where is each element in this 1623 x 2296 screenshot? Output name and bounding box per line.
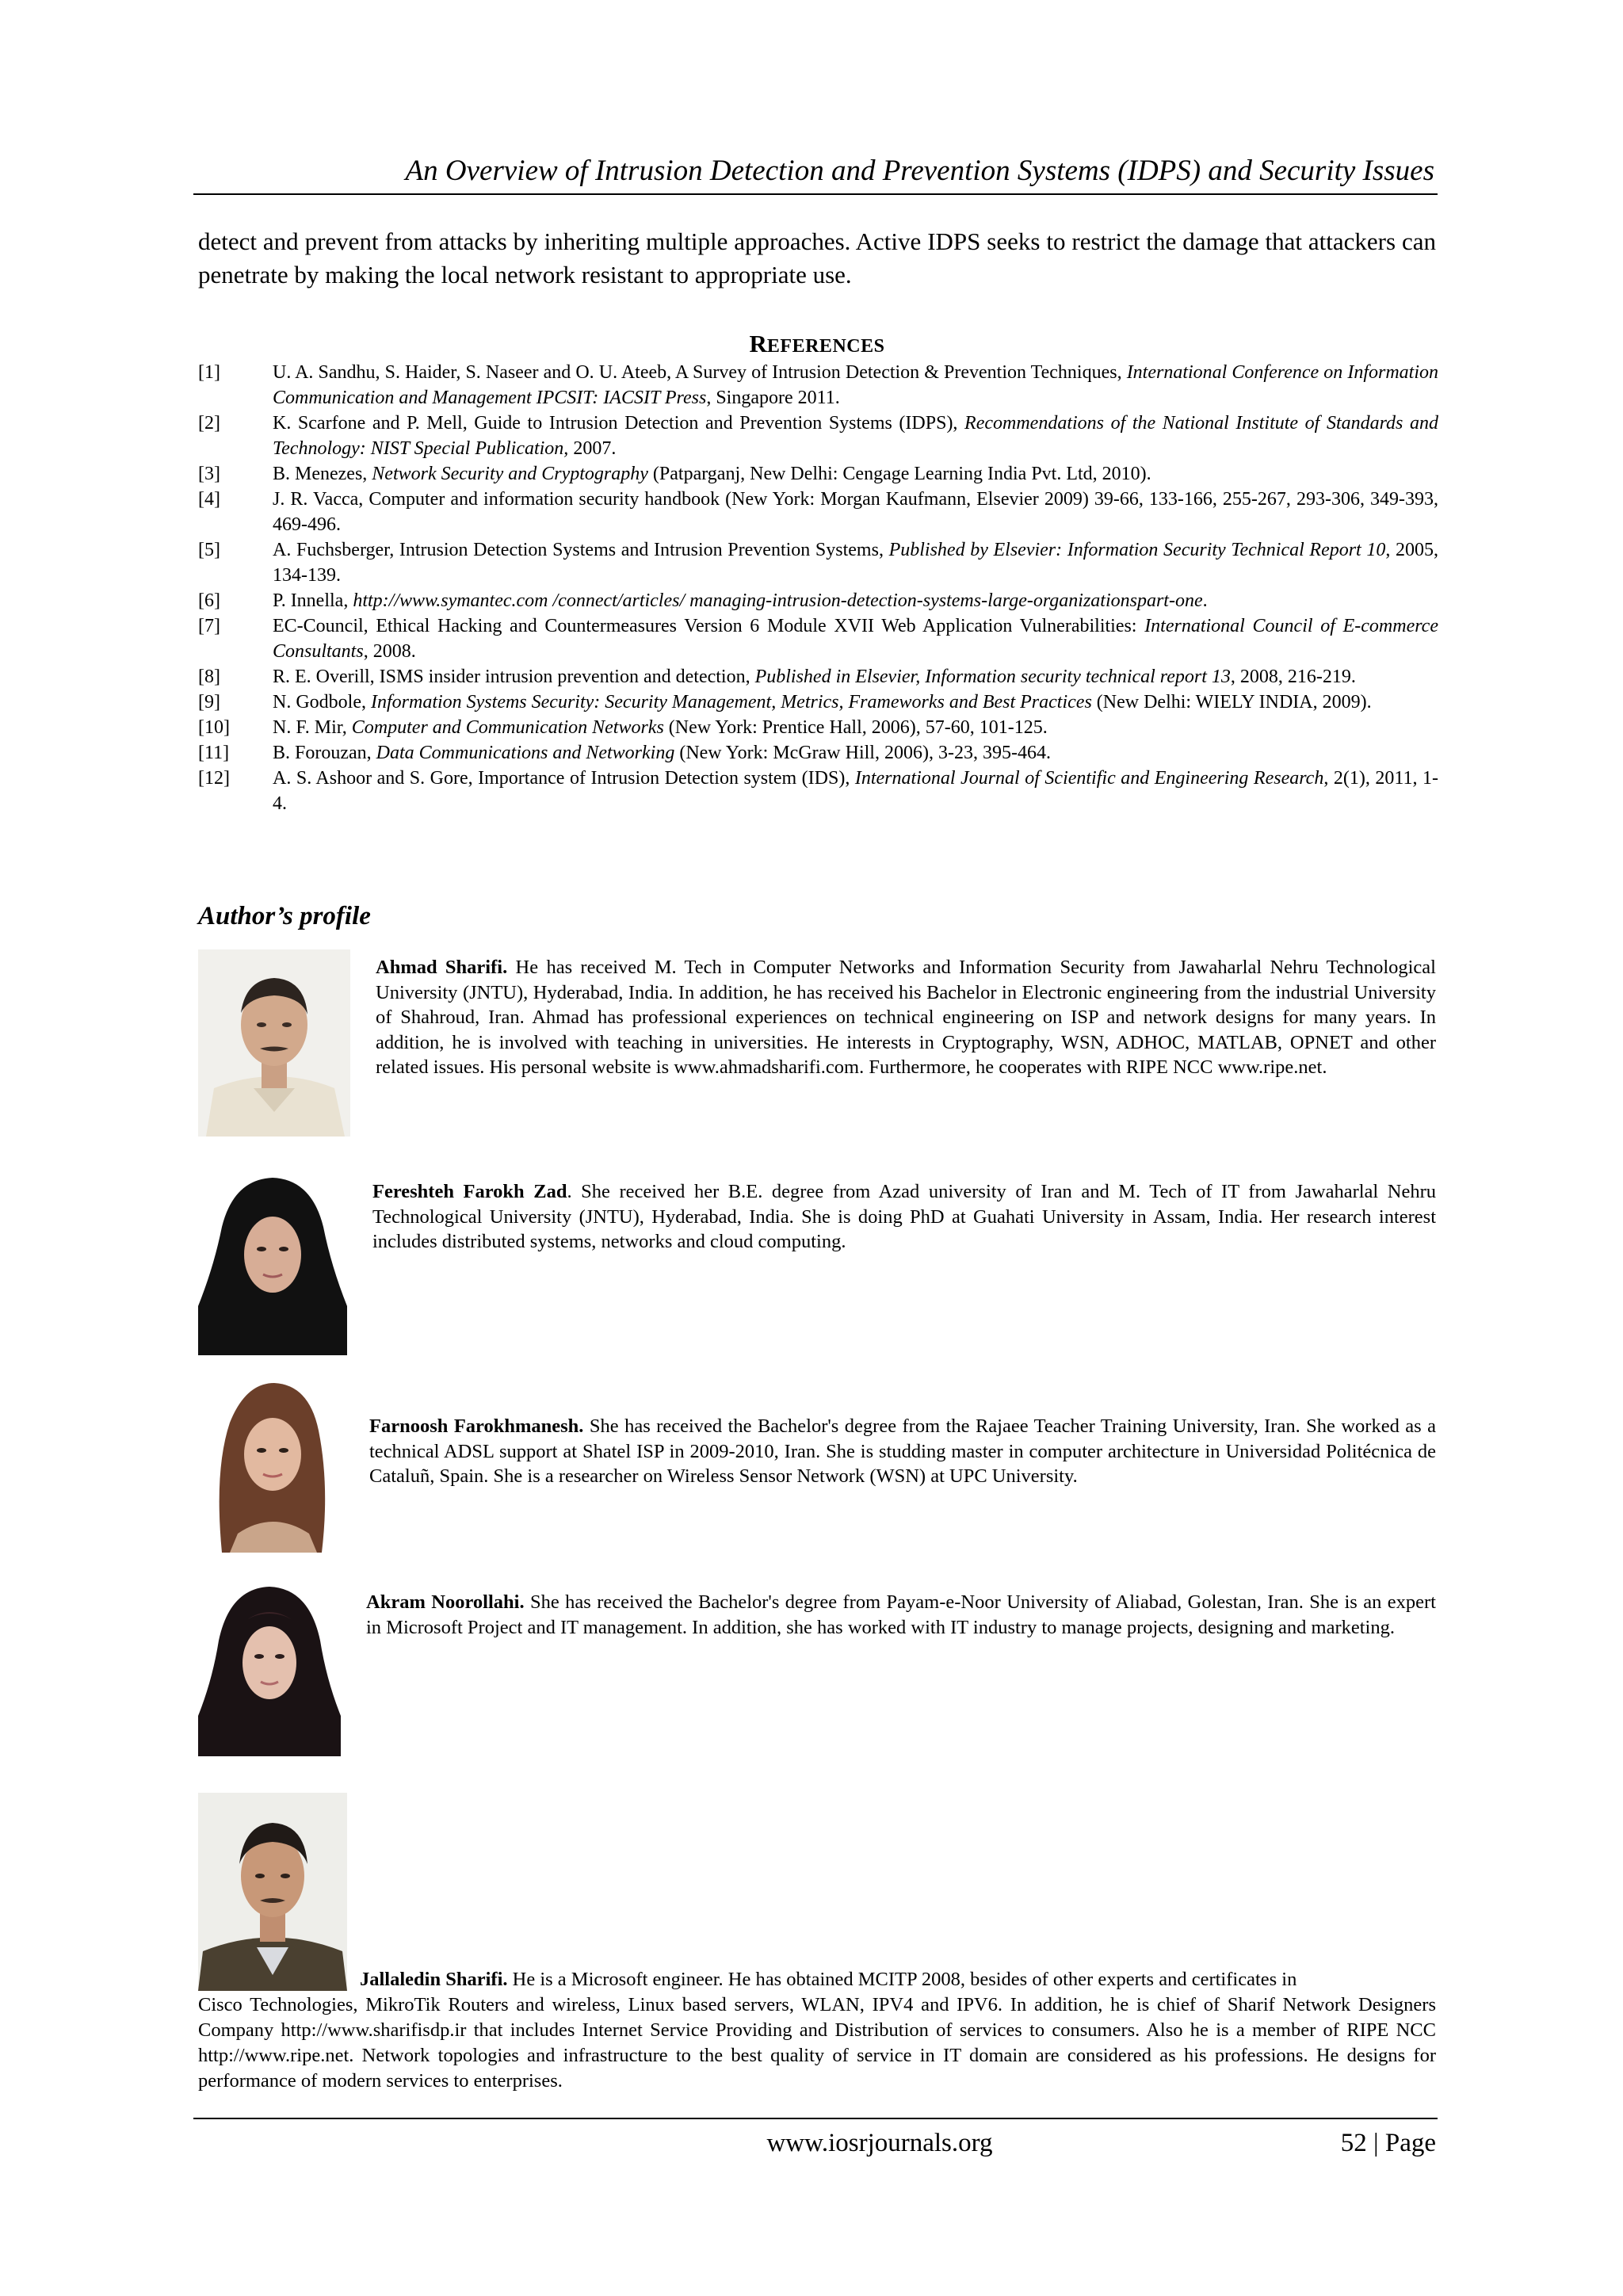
reference-italic: Network Security and Cryptography — [372, 464, 648, 484]
author-photo-akram — [198, 1577, 341, 1756]
author-name: Jallaledin Sharifi. — [360, 1969, 508, 1990]
header-rule — [193, 193, 1438, 195]
reference-number: [7] — [198, 616, 220, 636]
reference-tail: , Singapore 2011. — [706, 388, 840, 408]
reference-text — [273, 664, 1438, 690]
author-bio-text: She has received the Bachelor's degree from Payam-e-Noor University of Aliabad, Golestan, Iran. She is an expert in Microsoft Project and IT management. In addition, she has worked with IT industry to manage projects, designing and marketing. — [366, 1591, 1436, 1638]
reference-text — [273, 461, 1438, 487]
references-heading-rest: EFERENCES — [766, 336, 885, 357]
running-title: An Overview of Intrusion Detection and Prevention Systems (IDPS) and Security Issues — [405, 155, 1434, 187]
reference-item — [198, 715, 1438, 740]
reference-number: [5] — [198, 540, 220, 560]
author-photo-jallaledin — [198, 1793, 347, 1991]
footer-site-link[interactable]: www.iosrjournals.org — [766, 2129, 993, 2157]
reference-text — [273, 487, 1438, 537]
author-bio-fereshteh — [372, 1179, 1436, 1255]
reference-item — [198, 740, 1438, 766]
reference-italic: International Journal of Scientific and Engineering Research — [854, 768, 1324, 789]
reference-number: [1] — [198, 362, 220, 383]
reference-tail: , 2(1), 2011, 1-4. — [273, 768, 1439, 814]
reference-plain: A. Fuchsberger, Intrusion Detection Systems and Intrusion Prevention Systems, — [273, 540, 889, 560]
author-photo-fereshteh — [198, 1171, 347, 1355]
reference-tail: (New Delhi: WIELY INDIA, 2009). — [1091, 692, 1372, 712]
author-name: Ahmad Sharifi. — [376, 957, 508, 978]
references-heading — [198, 328, 1436, 362]
reference-plain: B. Menezes, — [273, 464, 372, 484]
reference-item — [198, 690, 1438, 715]
reference-list — [198, 360, 1438, 816]
author-bio-akram — [366, 1590, 1436, 1640]
reference-tail: 2007. — [568, 438, 617, 459]
reference-plain: K. Scarfone and P. Mell, Guide to Intrusion Detection and Prevention Systems (IDPS), — [273, 413, 965, 434]
reference-text — [273, 766, 1438, 816]
reference-tail: , 2005, 134-139. — [273, 540, 1439, 586]
reference-number: [6] — [198, 590, 220, 611]
reference-italic: International Council of E-commerce Consultants — [273, 616, 1438, 662]
author-bio-text: He is a Microsoft engineer. He has obtained MCITP 2008, besides of other experts and certificates in — [507, 1969, 1297, 1990]
portrait-image — [198, 1793, 347, 1991]
author-bio-text: She has received the Bachelor's degree from the Rajaee Teacher Training University, Iran. She worked as a technical ADSL support at Shatel ISP in 2009-2010, Iran. She is studding master in computer architecture in Universidad Politécnica de Cataluñ, Spain. She is a researcher on Wireless Sensor Network (WSN) at UPC University. — [369, 1415, 1437, 1487]
author-bio-jallaledin — [198, 1967, 1436, 2094]
reference-item — [198, 766, 1438, 816]
reference-plain: B. Forouzan, — [273, 743, 376, 763]
reference-plain: EC-Council, Ethical Hacking and Countermeasures Version 6 Module XVII Web Application Vulnerabilities: — [273, 616, 1145, 636]
reference-number: [12] — [198, 768, 230, 789]
reference-italic: International Conference on Information Communication and Management IPCSIT: IACSIT Press — [273, 362, 1438, 408]
author-bio-text: Cisco Technologies, MikroTik Routers and wireless, Linux based servers, WLAN, IPV4 and IPV6. In addition, he is chief of Sharif Network Designers Company http://www.sharifisdp.ir that includes Internet Service Providing and Distribution of services to consumers. Also he is a member of RIPE NCC http://www.ripe.net. Network topologies and infrastructure to the best quality of service in IT domain are considered as his professions. He designs for performance of modern services to enterprises. — [198, 1994, 1436, 2092]
reference-number: [8] — [198, 667, 220, 687]
reference-number: [2] — [198, 413, 220, 434]
reference-number: [10] — [198, 717, 230, 738]
reference-plain: R. E. Overill, ISMS insider intrusion prevention and detection, — [273, 667, 755, 687]
reference-number: [9] — [198, 692, 220, 712]
portrait-image — [198, 949, 350, 1137]
reference-tail: . — [1202, 590, 1208, 611]
author-bio-text: . She received her B.E. degree from Azad university of Iran and M. Tech of IT from Jawaharlal Nehru Technological University (JNTU), Hyderabad, India. She is doing PhD at Guahati University in Assam, India. Her research interest includes distributed systems, networks and cloud computing. — [372, 1181, 1436, 1252]
reference-tail: (New York: McGraw Hill, 2006), 3-23, 395-464. — [674, 743, 1051, 763]
reference-italic: Published in Elsevier, Information security technical report 13 — [754, 667, 1231, 687]
reference-text — [273, 360, 1438, 411]
reference-plain: U. A. Sandhu, S. Haider, S. Naseer and O. U. Ateeb, A Survey of Intrusion Detection & Prevention Techniques, — [273, 362, 1127, 383]
reference-tail: (New York: Prentice Hall, 2006), 57-60, 101-125. — [663, 717, 1048, 738]
reference-tail: (Patparganj, New Delhi: Cengage Learning India Pvt. Ltd, 2010). — [647, 464, 1151, 484]
reference-text — [273, 411, 1438, 461]
reference-plain: P. Innella, — [273, 590, 353, 611]
reference-text — [273, 715, 1438, 740]
author-bio-ahmad — [376, 955, 1436, 1080]
author-profile-heading: Author’s profile — [198, 902, 371, 930]
reference-number: [4] — [198, 489, 220, 510]
reference-item — [198, 613, 1438, 664]
reference-plain: N. Godbole, — [273, 692, 371, 712]
reference-italic: Published by Elsevier: Information Security Technical Report 10 — [888, 540, 1386, 560]
reference-item — [198, 487, 1438, 537]
reference-italic: Computer and Communication Networks — [351, 717, 664, 738]
author-name: Akram Noorollahi. — [366, 1591, 525, 1613]
portrait-image — [198, 1171, 347, 1355]
reference-text — [273, 613, 1438, 664]
reference-number: [3] — [198, 464, 220, 484]
footer-page-number: 52 | Page — [1340, 2129, 1436, 2157]
portrait-image — [198, 1577, 341, 1756]
reference-item — [198, 588, 1438, 613]
reference-text — [273, 740, 1438, 766]
portrait-image — [198, 1375, 346, 1553]
reference-italic: Data Communications and Networking — [376, 743, 675, 763]
reference-item — [198, 461, 1438, 487]
author-photo-ahmad — [198, 949, 350, 1137]
reference-plain: J. R. Vacca, Computer and information security handbook (New York: Morgan Kaufmann, Elsevier 2009) 39-66, 133-166, 255-267, 293-306, 349-393, 469-496. — [273, 489, 1438, 535]
references-heading-initial: R — [749, 330, 767, 357]
reference-text — [273, 690, 1438, 715]
reference-plain: N. F. Mir, — [273, 717, 352, 738]
reference-plain: A. S. Ashoor and S. Gore, Importance of Intrusion Detection system (IDS), — [273, 768, 855, 789]
author-photo-farnoosh — [198, 1375, 346, 1553]
reference-item — [198, 411, 1438, 461]
author-name: Fereshteh Farokh Zad — [372, 1181, 567, 1202]
author-bio-text: He has received M. Tech in Computer Networks and Information Security from Jawaharlal Nehru Technological University (JNTU), Hyderabad, India. In addition, he has received his Bachelor in Electronic engineering from the industrial University of Shahroud, Iran. Ahmad has professional experiences on technical engineering on ISP and network designs for many years. In addition, he is involved with teaching in universities. He interests in Cryptography, WSN, ADHOC, MATLAB, OPNET and other related issues. His personal website is www.ahmadsharifi.com. Furthermore, he cooperates with RIPE NCC www.ripe.net. — [376, 957, 1436, 1078]
author-bio-farnoosh — [369, 1414, 1436, 1489]
author-name: Farnoosh Farokhmanesh. — [369, 1415, 584, 1437]
reference-italic: Information Systems Security: Security Management, Metrics, Frameworks and Best Practices — [370, 692, 1092, 712]
reference-text — [273, 537, 1438, 588]
author-bio-lead — [198, 1967, 1436, 1992]
reference-tail: , 2008. — [363, 641, 416, 662]
reference-number: [11] — [198, 743, 230, 763]
reference-italic: Recommendations of the National Institute of Standards and Technology: NIST Special Publication, — [273, 413, 1438, 459]
footer-rule — [193, 2118, 1438, 2119]
reference-item — [198, 360, 1438, 411]
reference-link[interactable]: http://www.symantec.com /connect/articles/ managing-intrusion-detection-systems-large-organizationspart-one — [353, 590, 1203, 611]
reference-tail: , 2008, 216-219. — [1230, 667, 1356, 687]
reference-text — [273, 588, 1438, 613]
reference-item — [198, 664, 1438, 690]
intro-paragraph: detect and prevent from attacks by inheriting multiple approaches. Active IDPS seeks to restrict the damage that attackers can penetrate by making the local network resistant to appropriate use. — [198, 227, 1436, 288]
reference-item — [198, 537, 1438, 588]
